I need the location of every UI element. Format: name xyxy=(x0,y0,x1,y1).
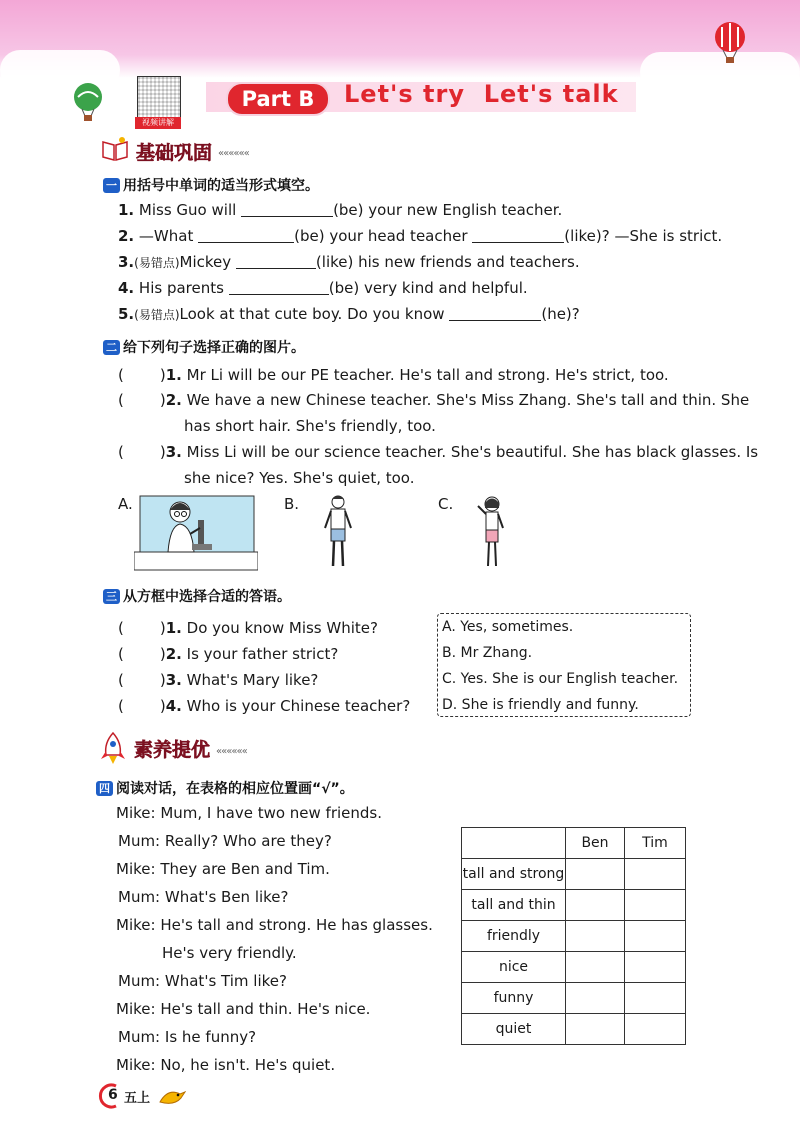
dialogue-line: Mum: Is he funny? xyxy=(118,1028,257,1046)
q3-item-4: ( )4. Who is your Chinese teacher? xyxy=(118,697,411,715)
check-cell[interactable] xyxy=(566,983,625,1014)
check-cell[interactable] xyxy=(625,859,686,890)
qr-label: 视频讲解 xyxy=(135,117,181,129)
bird-icon xyxy=(158,1084,186,1106)
option-c-label: C. xyxy=(438,495,454,513)
question-number: 二 xyxy=(103,340,120,355)
table-row: tall and thin xyxy=(462,890,686,921)
check-cell[interactable] xyxy=(625,983,686,1014)
part-label: Part B xyxy=(226,82,330,116)
dialogue-line: Mike: He's tall and strong. He has glasses. xyxy=(116,916,433,934)
question-1-title: 一 用括号中单词的适当形式填空。 xyxy=(103,175,319,195)
q1-item-4: 4. His parents (be) very kind and helpful. xyxy=(118,279,528,297)
table-row: tall and strong xyxy=(462,859,686,890)
answer-choice-d: D. She is friendly and funny. xyxy=(442,697,639,713)
check-cell[interactable] xyxy=(625,921,686,952)
q2-item-1: ( )1. Mr Li will be our PE teacher. He's tall and strong. He's strict, too. xyxy=(118,366,669,384)
section-dots: «««««« xyxy=(216,746,247,757)
question-2-title: 二 给下列句子选择正确的图片。 xyxy=(103,337,305,357)
table-corner xyxy=(462,828,566,859)
answer-choice-c: C. Yes. She is our English teacher. xyxy=(442,671,679,687)
question-number: 三 xyxy=(103,589,120,604)
q1-item-1: 1. Miss Guo will (be) your new English teacher. xyxy=(118,201,563,219)
section-dots: «««««« xyxy=(218,148,249,159)
answer-blank[interactable] xyxy=(236,254,316,269)
question-3-title: 三 从方框中选择合适的答语。 xyxy=(103,586,291,606)
dialogue-line: Mum: What's Tim like? xyxy=(118,972,287,990)
option-b-label: B. xyxy=(284,495,300,513)
dialogue-line: Mike: They are Ben and Tim. xyxy=(116,860,330,878)
question-4-title: 四 阅读对话，在表格的相应位置画“√”。 xyxy=(96,778,354,798)
table-row: friendly xyxy=(462,921,686,952)
check-cell[interactable] xyxy=(566,859,625,890)
question-number: 一 xyxy=(103,178,120,193)
question-number: 四 xyxy=(96,781,113,796)
qr-code[interactable] xyxy=(137,76,181,120)
check-cell[interactable] xyxy=(625,1014,686,1045)
answer-table xyxy=(461,827,686,1045)
answer-blank[interactable] xyxy=(229,280,329,295)
check-cell[interactable] xyxy=(625,890,686,921)
check-cell[interactable] xyxy=(625,952,686,983)
table-row: nice xyxy=(462,952,686,983)
picture-a-science-teacher xyxy=(134,494,258,572)
hot-air-balloon-icon xyxy=(712,22,748,66)
q2-item-3-cont: she nice? Yes. She's quiet, too. xyxy=(184,469,415,487)
q3-item-2: ( )2. Is your father strict? xyxy=(118,645,339,663)
q1-item-5: 5.(易错点)Look at that cute boy. Do you know (he)? xyxy=(118,305,580,323)
q3-item-1: ( )1. Do you know Miss White? xyxy=(118,619,378,637)
check-cell[interactable] xyxy=(566,921,625,952)
q1-item-3: 3.(易错点)Mickey (like) his new friends and teachers. xyxy=(118,253,580,271)
answer-blank[interactable] xyxy=(198,228,294,243)
dialogue-line: Mum: What's Ben like? xyxy=(118,888,289,906)
dialogue-line: Mum: Really? Who are they? xyxy=(118,832,332,850)
picture-c-woman xyxy=(476,494,508,572)
dialogue-line: He's very friendly. xyxy=(162,944,297,962)
answer-blank[interactable] xyxy=(241,202,333,217)
book-icon xyxy=(100,136,130,162)
answer-choice-b: B. Mr Zhang. xyxy=(442,645,533,661)
dialogue-line: Mike: No, he isn't. He's quiet. xyxy=(116,1056,336,1074)
page-title: Let's try Let's talk xyxy=(344,80,619,108)
check-cell[interactable] xyxy=(566,890,625,921)
check-cell[interactable] xyxy=(566,1014,625,1045)
page-number: 6 xyxy=(108,1087,118,1103)
grade-label: 五上 xyxy=(124,1091,151,1106)
rocket-icon xyxy=(100,731,126,765)
option-a-label: A. xyxy=(118,495,133,513)
q3-item-3: ( )3. What's Mary like? xyxy=(118,671,319,689)
table-header-tim: Tim xyxy=(625,828,686,859)
q2-item-2-cont: has short hair. She's friendly, too. xyxy=(184,417,436,435)
table-row: funny xyxy=(462,983,686,1014)
table-header-ben: Ben xyxy=(566,828,625,859)
answer-blank[interactable] xyxy=(472,228,564,243)
answer-choice-a: A. Yes, sometimes. xyxy=(442,619,574,635)
hot-air-balloon-icon xyxy=(70,82,106,122)
dialogue-line: Mike: He's tall and thin. He's nice. xyxy=(116,1000,371,1018)
table-row: quiet xyxy=(462,1014,686,1045)
check-cell[interactable] xyxy=(566,952,625,983)
answer-blank[interactable] xyxy=(449,306,541,321)
picture-b-tall-man xyxy=(322,494,354,572)
section-title-basic: 基础巩固 xyxy=(136,142,213,164)
section-title-advanced: 素养提优 xyxy=(134,739,211,761)
dialogue-line: Mike: Mum, I have two new friends. xyxy=(116,804,383,822)
q2-item-3: ( )3. Miss Li will be our science teacher. She's beautiful. She has black glasses. Is xyxy=(118,443,759,461)
q1-item-2: 2. —What (be) your head teacher (like)? —She is strict. xyxy=(118,227,723,245)
q2-item-2: ( )2. We have a new Chinese teacher. She's Miss Zhang. She's tall and thin. She xyxy=(118,391,750,409)
